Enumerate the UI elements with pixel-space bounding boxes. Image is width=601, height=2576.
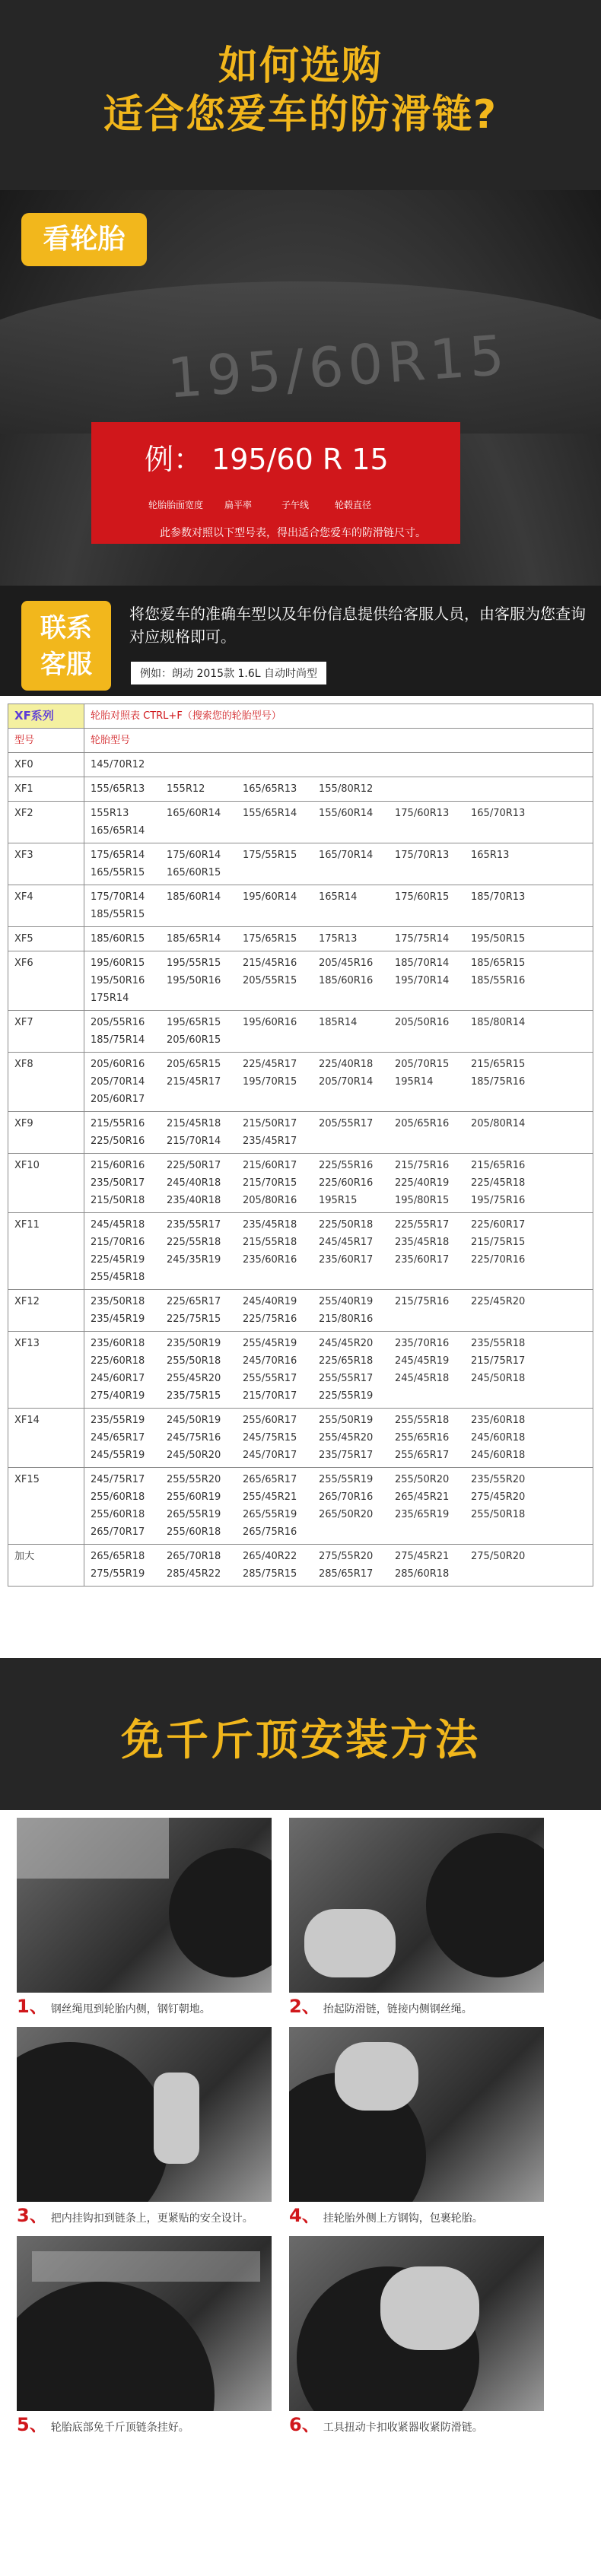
install-title: 免千斤顶安装方法 xyxy=(121,1716,480,1765)
install-step-4 xyxy=(289,2027,544,2229)
row-sizes xyxy=(84,1409,593,1468)
tire-size: 245/70R17 xyxy=(243,1450,297,1461)
tire-size: 215/60R17 xyxy=(243,1160,297,1171)
row-sizes xyxy=(84,1545,593,1587)
tire-size: 195R14 xyxy=(395,1076,434,1088)
tire-size: 245/45R20 xyxy=(319,1338,374,1349)
row-sizes xyxy=(84,1290,593,1332)
tire-size: 195/50R16 xyxy=(91,975,145,986)
row-sizes xyxy=(84,1332,593,1409)
tire-size: 195R15 xyxy=(319,1195,358,1206)
hero-banner xyxy=(0,0,601,190)
tire-size: 185/55R15 xyxy=(91,909,145,920)
part-radial: 子午线 xyxy=(281,500,310,510)
tire-size: 185/55R16 xyxy=(471,975,526,986)
table-row xyxy=(8,802,593,843)
tire-size: 255/55R20 xyxy=(167,1474,221,1485)
tire-size: 165/60R15 xyxy=(167,867,221,878)
table-row xyxy=(8,1332,593,1409)
tire-size: 225/40R19 xyxy=(395,1177,450,1189)
tire-size: 235/55R18 xyxy=(471,1338,526,1349)
tire-size: 255/50R19 xyxy=(319,1415,374,1426)
tire-size: 175/70R13 xyxy=(395,850,450,861)
tire-size: 285/60R18 xyxy=(395,1568,450,1580)
tire-example: 例： 195/60 R 15 xyxy=(145,443,389,476)
tire-size: 265/45R21 xyxy=(395,1491,450,1503)
tire-size: 255/45R21 xyxy=(243,1491,297,1503)
row-model: XF12 xyxy=(8,1290,84,1332)
tire-size: 175/65R14 xyxy=(91,850,145,861)
tire-size: 245/35R19 xyxy=(167,1254,221,1266)
contact-badge-line2: 客服 xyxy=(40,650,92,680)
step-3-number: 3、 xyxy=(17,2205,48,2226)
row-model: XF9 xyxy=(8,1112,84,1154)
contact-example: 例如：朗动 2015款 1.6L 自动时尚型 xyxy=(131,662,326,684)
tire-size: 245/40R19 xyxy=(243,1296,297,1307)
tire-size: 215/45R18 xyxy=(167,1118,221,1129)
tire-size: 155/80R12 xyxy=(319,783,374,795)
tire-size: 255/50R18 xyxy=(167,1355,221,1367)
tire-size: 245/40R18 xyxy=(167,1177,221,1189)
tire-size: 175R14 xyxy=(91,993,129,1004)
row-sizes xyxy=(84,802,593,843)
step-3-text: 把内挂钩扣到链条上，更紧贴的安全设计。 xyxy=(50,2212,253,2225)
tire-size: 275/40R19 xyxy=(91,1390,145,1402)
tire-size: 165/70R13 xyxy=(471,808,526,819)
row-model: XF14 xyxy=(8,1409,84,1468)
row-sizes xyxy=(84,1213,593,1290)
tire-size: 265/65R18 xyxy=(91,1551,145,1562)
tire-size: 195/60R15 xyxy=(91,958,145,969)
table-row xyxy=(8,951,593,1011)
tire-size: 195/50R15 xyxy=(471,933,526,945)
tire-size: 255/60R18 xyxy=(91,1491,145,1503)
tire-size: 225/45R18 xyxy=(471,1177,526,1189)
row-model: XF11 xyxy=(8,1213,84,1290)
tire-size: 235/60R18 xyxy=(471,1415,526,1426)
table-header-row xyxy=(8,704,593,729)
install-header xyxy=(0,1658,601,1810)
row-model: XF13 xyxy=(8,1332,84,1409)
tire-size: 185/60R14 xyxy=(167,891,221,903)
install-step-3 xyxy=(17,2027,272,2229)
step-5-text: 轮胎底部免千斤顶链条挂好。 xyxy=(50,2422,189,2434)
tire-size: 245/75R17 xyxy=(91,1474,145,1485)
tire-size: 165R14 xyxy=(319,891,358,903)
tire-size: 255/60R18 xyxy=(91,1509,145,1520)
tire-size: 185/75R16 xyxy=(471,1076,526,1088)
step-6-text: 工具扭动卡扣收紧器收紧防滑链。 xyxy=(323,2422,483,2434)
table-column-row xyxy=(8,729,593,753)
step-1-photo xyxy=(17,1818,272,1993)
step-6-number: 6、 xyxy=(289,2414,320,2435)
tire-size: 205/65R16 xyxy=(395,1118,450,1129)
tire-size: 235/70R16 xyxy=(395,1338,450,1349)
table-row xyxy=(8,843,593,885)
tire-size: 175/60R14 xyxy=(167,850,221,861)
tire-size: 245/60R17 xyxy=(91,1373,145,1384)
part-width: 轮胎胎面宽度 xyxy=(148,500,204,510)
column-model: 型号 xyxy=(8,729,84,753)
table-row xyxy=(8,753,593,777)
tire-size: 225/55R17 xyxy=(395,1219,450,1231)
tire-size: 245/60R18 xyxy=(471,1432,526,1444)
part-rim: 轮毂直径 xyxy=(335,500,372,510)
tire-size: 235/40R18 xyxy=(167,1195,221,1206)
contact-section xyxy=(0,586,601,696)
tire-size: 215/60R16 xyxy=(91,1160,145,1171)
tire-size: 195/60R16 xyxy=(243,1017,297,1028)
tire-size: 205/70R15 xyxy=(395,1059,450,1070)
tire-size: 235/75R15 xyxy=(167,1390,221,1402)
tire-size: 225/45R17 xyxy=(243,1059,297,1070)
step-3-photo xyxy=(17,2027,272,2202)
tire-size: 265/70R16 xyxy=(319,1491,374,1503)
row-model: XF2 xyxy=(8,802,84,843)
tire-size: 255/55R19 xyxy=(319,1474,374,1485)
row-sizes xyxy=(84,753,593,777)
tire-size: 205/65R15 xyxy=(167,1059,221,1070)
tire-size: 245/60R18 xyxy=(471,1450,526,1461)
table-row xyxy=(8,1468,593,1545)
tire-size: 215/45R17 xyxy=(167,1076,221,1088)
tire-size: 205/45R16 xyxy=(319,958,374,969)
tire-sidewall-text: 195/60R15 xyxy=(165,322,511,411)
tire-size: 185/65R15 xyxy=(471,958,526,969)
tire-size: 235/50R18 xyxy=(91,1296,145,1307)
series-label: XF系列 xyxy=(8,704,84,729)
tire-size: 215/75R15 xyxy=(471,1237,526,1248)
tire-size: 225/60R16 xyxy=(319,1177,374,1189)
tire-size: 235/60R18 xyxy=(91,1338,145,1349)
tire-size: 215/55R16 xyxy=(91,1118,145,1129)
tire-size: 225/60R18 xyxy=(91,1355,145,1367)
table-row xyxy=(8,1011,593,1053)
tire-size: 215/75R16 xyxy=(395,1296,450,1307)
row-model: 加大 xyxy=(8,1545,84,1587)
tire-size: 225/60R17 xyxy=(471,1219,526,1231)
tire-size: 255/55R18 xyxy=(395,1415,450,1426)
tire-size: 285/45R22 xyxy=(167,1568,221,1580)
tire-size: 255/50R20 xyxy=(395,1474,450,1485)
row-sizes xyxy=(84,951,593,1011)
step-1-text: 钢丝绳甩到轮胎内侧，钢钉朝地。 xyxy=(50,2003,211,2015)
tire-size: 255/55R17 xyxy=(243,1373,297,1384)
tire-size: 215/50R17 xyxy=(243,1118,297,1129)
row-model: XF15 xyxy=(8,1468,84,1545)
tire-size: 225/70R16 xyxy=(471,1254,526,1266)
tire-size: 245/50R18 xyxy=(471,1373,526,1384)
tire-size: 155R12 xyxy=(167,783,205,795)
install-steps xyxy=(0,1810,601,2576)
tire-size: 155/60R14 xyxy=(319,808,374,819)
tire-size: 245/45R19 xyxy=(395,1355,450,1367)
row-sizes xyxy=(84,1011,593,1053)
tire-size: 225/75R15 xyxy=(167,1313,221,1325)
tire-size: 215/80R16 xyxy=(319,1313,374,1325)
tire-size: 155/65R14 xyxy=(243,808,297,819)
tire-size: 215/50R18 xyxy=(91,1195,145,1206)
tire-size: 175/75R14 xyxy=(395,933,450,945)
tire-size: 195/55R15 xyxy=(167,958,221,969)
tire-size: 275/55R19 xyxy=(91,1568,145,1580)
tire-size: 235/60R17 xyxy=(395,1254,450,1266)
tire-size: 185/70R13 xyxy=(471,891,526,903)
tire-size: 175/70R14 xyxy=(91,891,145,903)
tire-size: 275/45R20 xyxy=(471,1491,526,1503)
tire-size: 245/70R16 xyxy=(243,1355,297,1367)
tire-size: 165/55R15 xyxy=(91,867,145,878)
tire-size: 225/50R18 xyxy=(319,1219,374,1231)
tire-size: 275/55R20 xyxy=(319,1551,374,1562)
tire-size: 225/40R18 xyxy=(319,1059,374,1070)
table-row xyxy=(8,1409,593,1468)
tire-size: 195/65R15 xyxy=(167,1017,221,1028)
tire-size: 185/65R14 xyxy=(167,933,221,945)
row-sizes xyxy=(84,777,593,802)
tire-size: 195/70R15 xyxy=(243,1076,297,1088)
row-model: XF8 xyxy=(8,1053,84,1112)
tire-size: 165/60R14 xyxy=(167,808,221,819)
tire-size: 165/70R14 xyxy=(319,850,374,861)
row-model: XF6 xyxy=(8,951,84,1011)
tire-size-table xyxy=(8,704,593,1587)
table-row xyxy=(8,1053,593,1112)
tire-size: 185/80R14 xyxy=(471,1017,526,1028)
tire-size: 205/55R15 xyxy=(243,975,297,986)
tire-size: 235/45R18 xyxy=(395,1237,450,1248)
tire-size: 225/65R17 xyxy=(167,1296,221,1307)
tire-size: 195/75R16 xyxy=(471,1195,526,1206)
tire-size: 255/45R18 xyxy=(91,1272,145,1283)
contact-badge-line1: 联系 xyxy=(40,613,92,643)
tire-size: 215/55R18 xyxy=(243,1237,297,1248)
tire-size: 235/55R19 xyxy=(91,1415,145,1426)
row-model: XF1 xyxy=(8,777,84,802)
install-step-5 xyxy=(17,2236,272,2438)
table-row xyxy=(8,1545,593,1587)
row-model: XF10 xyxy=(8,1154,84,1213)
tire-size: 205/55R16 xyxy=(91,1017,145,1028)
row-sizes xyxy=(84,885,593,927)
step-2-number: 2、 xyxy=(289,1996,320,2017)
tire-size: 195/60R14 xyxy=(243,891,297,903)
row-model: XF4 xyxy=(8,885,84,927)
step-2-text: 抬起防滑链，链接内侧钢丝绳。 xyxy=(323,2003,472,2015)
step-4-photo xyxy=(289,2027,544,2202)
tire-size: 235/50R17 xyxy=(91,1177,145,1189)
column-tire: 轮胎型号 xyxy=(84,729,593,753)
tire-size: 155/65R13 xyxy=(91,783,145,795)
tire-size: 165/65R13 xyxy=(243,783,297,795)
table-row xyxy=(8,885,593,927)
row-model: XF5 xyxy=(8,927,84,951)
tire-size: 205/80R14 xyxy=(471,1118,526,1129)
tire-size: 165R13 xyxy=(471,850,510,861)
tire-size: 245/45R18 xyxy=(91,1219,145,1231)
table-row xyxy=(8,1290,593,1332)
tire-size: 285/65R17 xyxy=(319,1568,374,1580)
tire-size: 185/75R14 xyxy=(91,1034,145,1046)
tire-size: 205/60R15 xyxy=(167,1034,221,1046)
tire-size: 255/50R18 xyxy=(471,1509,526,1520)
install-step-2 xyxy=(289,1818,544,2020)
tire-size: 235/45R17 xyxy=(243,1136,297,1147)
row-model: XF0 xyxy=(8,753,84,777)
tire-size: 235/75R17 xyxy=(319,1450,374,1461)
tire-size: 255/65R16 xyxy=(395,1432,450,1444)
tire-size: 265/55R19 xyxy=(167,1509,221,1520)
table-row xyxy=(8,927,593,951)
tire-size: 225/50R17 xyxy=(167,1160,221,1171)
tire-size: 215/65R16 xyxy=(471,1160,526,1171)
tire-size: 255/40R19 xyxy=(319,1296,374,1307)
tire-size: 215/45R16 xyxy=(243,958,297,969)
tire-size: 235/45R19 xyxy=(91,1313,145,1325)
contact-text: 将您爱车的准确车型以及年份信息提供给客服人员，由客服为您查询对应规格即可。 xyxy=(129,605,586,646)
tire-size: 225/75R16 xyxy=(243,1313,297,1325)
tire-size: 225/55R18 xyxy=(167,1237,221,1248)
row-sizes xyxy=(84,1154,593,1213)
tire-size: 255/45R20 xyxy=(167,1373,221,1384)
tire-size: 225/55R16 xyxy=(319,1160,374,1171)
tire-size: 265/50R20 xyxy=(319,1509,374,1520)
tire-size: 215/70R17 xyxy=(243,1390,297,1402)
tire-size: 275/50R20 xyxy=(471,1551,526,1562)
tire-size: 255/55R17 xyxy=(319,1373,374,1384)
tire-size: 235/60R17 xyxy=(319,1254,374,1266)
tire-size: 185R14 xyxy=(319,1017,358,1028)
part-aspect: 扁平率 xyxy=(224,500,253,510)
tire-size: 195/70R14 xyxy=(395,975,450,986)
tire-example-box xyxy=(91,422,460,544)
tire-size: 185/60R15 xyxy=(91,933,145,945)
tire-size: 215/70R15 xyxy=(243,1177,297,1189)
tire-size: 205/55R17 xyxy=(319,1118,374,1129)
tire-size: 205/70R14 xyxy=(319,1076,374,1088)
tire-size: 225/55R19 xyxy=(319,1390,374,1402)
step-5-number: 5、 xyxy=(17,2414,48,2435)
tire-size: 265/70R18 xyxy=(167,1551,221,1562)
look-tire-badge: 看轮胎 xyxy=(21,213,147,266)
tire-size: 165/65R14 xyxy=(91,825,145,837)
row-sizes xyxy=(84,1468,593,1545)
row-sizes xyxy=(84,843,593,885)
tire-size: 195/50R16 xyxy=(167,975,221,986)
tire-size: 215/70R16 xyxy=(91,1237,145,1248)
step-6-photo xyxy=(289,2236,544,2411)
tire-size: 185/70R14 xyxy=(395,958,450,969)
tire-size: 235/55R17 xyxy=(167,1219,221,1231)
tire-size: 235/65R19 xyxy=(395,1509,450,1520)
tire-section xyxy=(0,190,601,586)
table-row xyxy=(8,1154,593,1213)
hero-title-line2: 适合您爱车的防滑链? xyxy=(103,92,498,138)
tire-size: 285/75R15 xyxy=(243,1568,297,1580)
tire-size: 215/65R15 xyxy=(471,1059,526,1070)
step-1-number: 1、 xyxy=(17,1996,48,2017)
tire-size: 255/45R19 xyxy=(243,1338,297,1349)
tire-size: 215/75R16 xyxy=(395,1160,450,1171)
table-row xyxy=(8,777,593,802)
tire-size: 155R13 xyxy=(91,808,129,819)
tire-size: 205/80R16 xyxy=(243,1195,297,1206)
tire-size: 245/45R18 xyxy=(395,1373,450,1384)
row-sizes xyxy=(84,1053,593,1112)
tire-size: 225/65R18 xyxy=(319,1355,374,1367)
tire-size: 255/60R17 xyxy=(243,1415,297,1426)
tire-size: 245/75R15 xyxy=(243,1432,297,1444)
tire-size: 205/60R16 xyxy=(91,1059,145,1070)
tire-size: 215/75R17 xyxy=(471,1355,526,1367)
tire-size: 235/50R19 xyxy=(167,1338,221,1349)
tire-size: 175R13 xyxy=(319,933,358,945)
table-hint: 轮胎对照表 CTRL+F（搜索您的轮胎型号） xyxy=(84,704,593,729)
hero-title-line1: 如何选购 xyxy=(218,43,383,89)
tire-size: 195/80R15 xyxy=(395,1195,450,1206)
tire-size: 225/45R20 xyxy=(471,1296,526,1307)
tire-size: 145/70R12 xyxy=(91,759,145,770)
tire-size: 255/60R18 xyxy=(167,1526,221,1538)
tire-size: 255/60R19 xyxy=(167,1491,221,1503)
install-step-1 xyxy=(17,1818,272,2020)
row-sizes xyxy=(84,1112,593,1154)
tire-size: 205/70R14 xyxy=(91,1076,145,1088)
tire-size: 235/55R20 xyxy=(471,1474,526,1485)
install-step-6 xyxy=(289,2236,544,2438)
tire-size: 175/55R15 xyxy=(243,850,297,861)
tire-size: 255/65R17 xyxy=(395,1450,450,1461)
step-4-number: 4、 xyxy=(289,2205,320,2226)
tire-size: 225/45R19 xyxy=(91,1254,145,1266)
tire-size: 265/40R22 xyxy=(243,1551,297,1562)
tire-size: 255/45R20 xyxy=(319,1432,374,1444)
row-model: XF3 xyxy=(8,843,84,885)
tire-size: 245/50R20 xyxy=(167,1450,221,1461)
tire-size: 175/65R15 xyxy=(243,933,297,945)
tire-size: 245/50R19 xyxy=(167,1415,221,1426)
tire-size: 215/70R14 xyxy=(167,1136,221,1147)
tire-note: 此参数对照以下型号表，得出适合您爱车的防滑链尺寸。 xyxy=(160,527,426,539)
row-sizes xyxy=(84,927,593,951)
tire-size: 235/45R18 xyxy=(243,1219,297,1231)
tire-size: 235/60R16 xyxy=(243,1254,297,1266)
tire-size: 245/45R17 xyxy=(319,1237,374,1248)
table-row xyxy=(8,1112,593,1154)
row-model: XF7 xyxy=(8,1011,84,1053)
tire-size: 245/75R16 xyxy=(167,1432,221,1444)
tire-size: 275/45R21 xyxy=(395,1551,450,1562)
step-2-photo xyxy=(289,1818,544,1993)
tire-size: 265/70R17 xyxy=(91,1526,145,1538)
tire-size: 185/60R16 xyxy=(319,975,374,986)
tire-size: 175/60R13 xyxy=(395,808,450,819)
tire-size: 245/65R17 xyxy=(91,1432,145,1444)
tire-size: 205/60R17 xyxy=(91,1094,145,1105)
step-5-photo xyxy=(17,2236,272,2411)
table-row xyxy=(8,1213,593,1290)
tire-size: 205/50R16 xyxy=(395,1017,450,1028)
step-4-text: 挂轮胎外侧上方钢钩，包裹轮胎。 xyxy=(323,2212,483,2225)
tire-size: 245/55R19 xyxy=(91,1450,145,1461)
tire-size: 175/60R15 xyxy=(395,891,450,903)
contact-service-badge xyxy=(21,601,111,691)
tire-size: 265/75R16 xyxy=(243,1526,297,1538)
tire-size: 265/55R19 xyxy=(243,1509,297,1520)
tire-size: 225/50R16 xyxy=(91,1136,145,1147)
tire-size: 265/65R17 xyxy=(243,1474,297,1485)
